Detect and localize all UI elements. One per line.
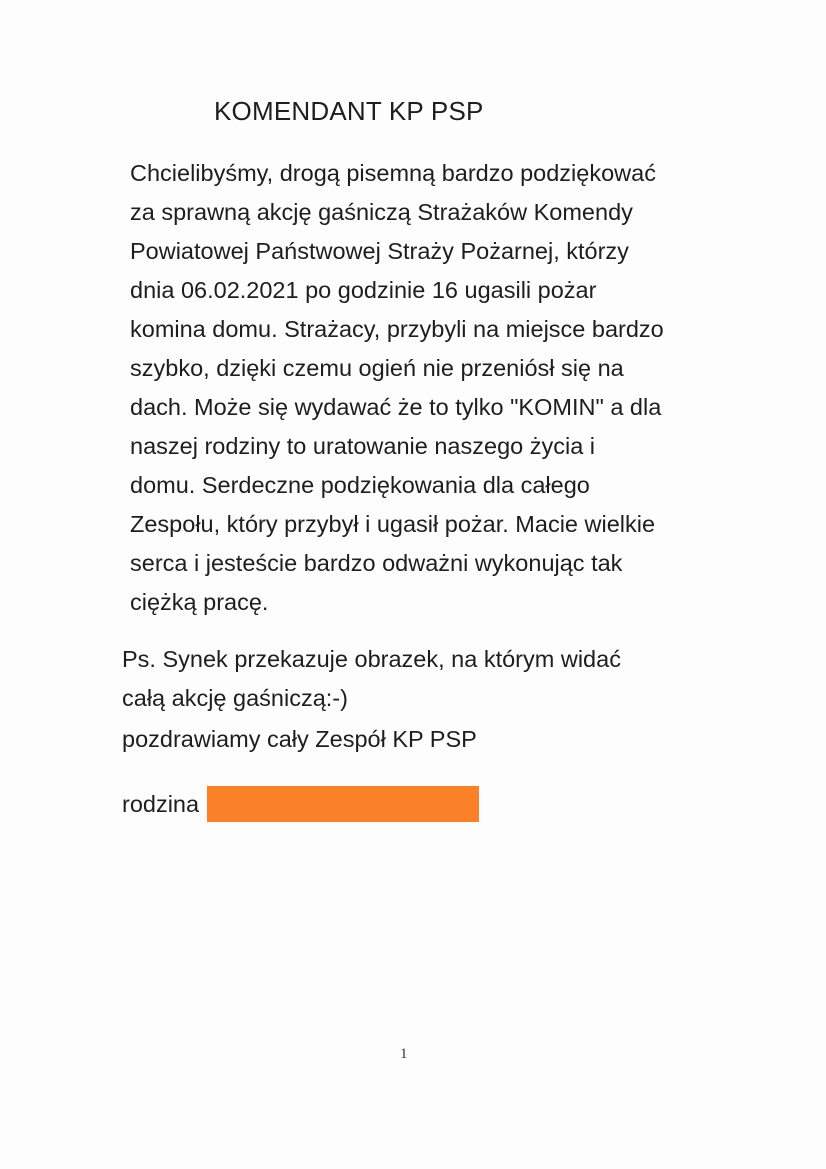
closing-greeting: pozdrawiamy cały Zespół KP PSP (122, 726, 477, 752)
body-line: komina domu. Strażacy, przybyli na miejsce bardzo (130, 316, 664, 342)
letter-body (130, 154, 730, 622)
document-title: KOMENDANT KP PSP (214, 96, 484, 126)
body-line: Zespołu, który przybył i ugasił pożar. Macie wielkie (130, 511, 656, 537)
body-line: Powiatowej Państwowej Straży Pożarnej, którzy (130, 238, 629, 264)
postscript (122, 640, 621, 718)
body-line: dach. Może się wydawać że to tylko "KOMIN" a dla (130, 394, 662, 420)
signature (122, 786, 479, 822)
body-line: Chcielibyśmy, drogą pisemną bardzo podziękować (130, 160, 656, 186)
body-line: dnia 06.02.2021 po godzinie 16 ugasili pożar (130, 277, 597, 303)
signature-label: rodzina (122, 790, 200, 817)
body-line: za sprawną akcję gaśniczą Strażaków Komendy (130, 199, 633, 225)
body-line: domu. Serdeczne podziękowania dla całego (130, 472, 590, 498)
body-line: serca i jesteście bardzo odważni wykonując tak (130, 550, 623, 576)
ps-line: Ps. Synek przekazuje obrazek, na którym widać (122, 646, 621, 672)
page-number: 1 (400, 1046, 408, 1062)
ps-line: całą akcję gaśniczą:-) (122, 685, 348, 711)
body-line: ciężką pracę. (130, 589, 269, 615)
redacted-name-block (207, 786, 479, 822)
body-line: szybko, dzięki czemu ogień nie przeniósł się na (130, 355, 624, 381)
body-line: naszej rodziny to uratowanie naszego życia i (130, 433, 596, 459)
